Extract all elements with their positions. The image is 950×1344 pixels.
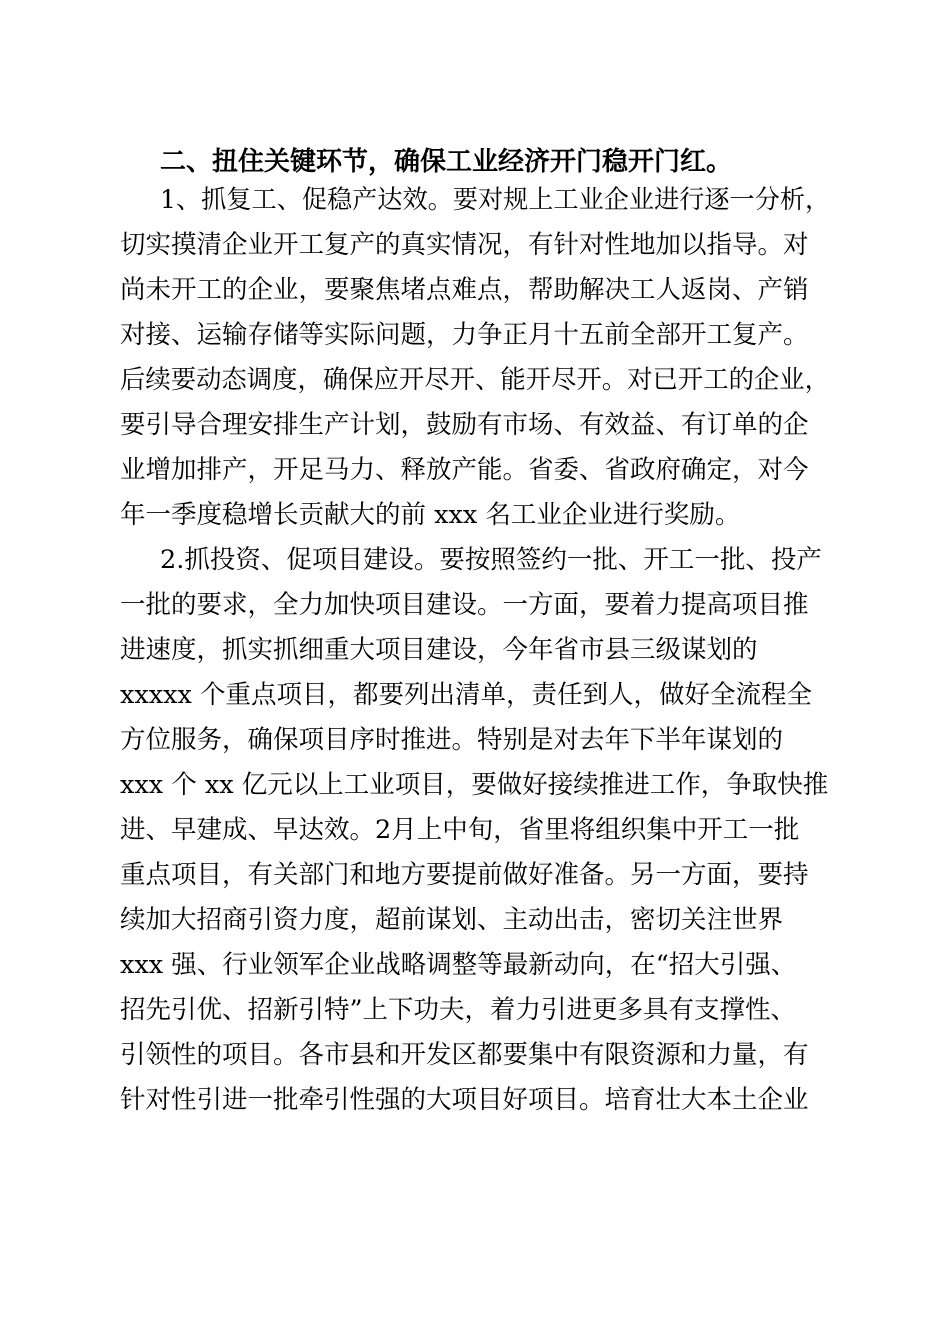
section-heading: 二、扭住关键环节，确保工业经济开门稳开门红。 (160, 147, 733, 177)
paragraph-2-line-1: 2.抓投资、促项目建设。要按照签约一批、开工一批、投产 (160, 545, 822, 575)
paragraph-2-line-10: xxx 强、行业领军企业战略调整等最新动向，在“招大引强、 (120, 950, 797, 980)
paragraph-1-line-7: 业增加排产，开足马力、释放产能。省委、省政府确定，对今 (120, 455, 809, 485)
paragraph-2-line-12: 引领性的项目。各市县和开发区都要集中有限资源和力量，有 (120, 1040, 809, 1070)
paragraph-2-line-3: 进速度，抓实抓细重大项目建设，今年省市县三级谋划的 (120, 635, 758, 665)
paragraph-2-line-8: 重点项目，有关部门和地方要提前做好准备。另一方面，要持 (120, 860, 809, 890)
paragraph-2-line-13: 针对性引进一批牵引性强的大项目好项目。培育壮大本土企业 (120, 1085, 809, 1115)
paragraph-2-line-6: xxx 个 xx 亿元以上工业项目，要做好接续推进工作，争取快推 (120, 770, 829, 800)
paragraph-1-line-6: 要引导合理安排生产计划，鼓励有市场、有效益、有订单的企 (120, 410, 809, 440)
paragraph-1-line-5: 后续要动态调度，确保应开尽开、能开尽开。对已开工的企业， (120, 365, 831, 395)
paragraph-1-line-8: 年一季度稳增长贡献大的前 xxx 名工业企业进行奖励。 (120, 500, 741, 530)
paragraph-1-line-3: 尚未开工的企业，要聚焦堵点难点，帮助解决工人返岗、产销 (120, 275, 809, 305)
paragraph-2-line-4: xxxxx 个重点项目，都要列出清单，责任到人，做好全流程全 (120, 680, 813, 710)
paragraph-1-line-1: 1、抓复工、促稳产达效。要对规上工业企业进行逐一分析， (160, 185, 831, 215)
paragraph-2-line-11: 招先引优、招新引特”上下功夫，着力引进更多具有支撑性、 (120, 995, 797, 1025)
paragraph-2-line-5: 方位服务，确保项目序时推进。特别是对去年下半年谋划的 (120, 725, 784, 755)
paragraph-2-line-9: 续加大招商引资力度，超前谋划、主动出击，密切关注世界 (120, 905, 784, 935)
paragraph-2-line-7: 进、早建成、早达效。2月上中旬，省里将组织集中开工一批 (120, 815, 800, 845)
paragraph-1-line-4: 对接、运输存储等实际问题，力争正月十五前全部开工复产。 (120, 320, 809, 350)
paragraph-1-line-2: 切实摸清企业开工复产的真实情况，有针对性地加以指导。对 (120, 230, 809, 260)
paragraph-2-line-2: 一批的要求，全力加快项目建设。一方面，要着力提高项目推 (120, 590, 809, 620)
